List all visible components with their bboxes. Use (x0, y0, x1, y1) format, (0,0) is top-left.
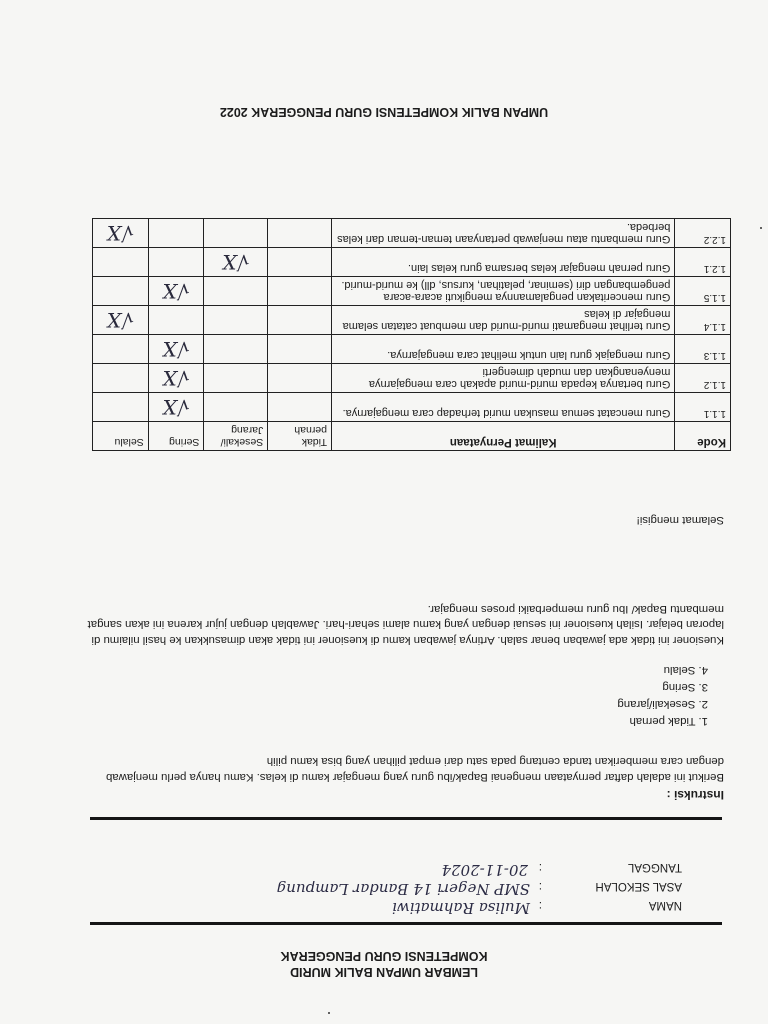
check-mark: √X (162, 279, 190, 303)
field-label-name: NAMA (648, 899, 682, 911)
row-statement: Guru bertanya kepada murid-murid apakah cara mengajarnya menyenangkan dan mudah dimengerti (332, 364, 675, 393)
field-colon-school: : (538, 880, 542, 892)
row-code: 1.1.3 (675, 335, 731, 364)
answer-cell-sering[interactable] (148, 364, 204, 393)
closing-text: Selamat mengisi! (636, 514, 724, 526)
table-row (93, 364, 731, 393)
answer-cell-sesekali[interactable] (204, 219, 268, 248)
check-mark: √X (222, 250, 250, 274)
intro-paragraph: Berikut ini adalah daftar pernyataan mengenai Bapak/ibu guru yang mengajar kamu di kelas. Kamu hanya perlu menjawab dengan cara memberikan tanda centang pada satu dari empat pilihan yang bisa kamu pilih (105, 755, 724, 783)
option-2: 2. Sesekali/jarang (617, 698, 708, 710)
answer-cell-sesekali[interactable] (204, 393, 268, 422)
answer-cell-selalu[interactable] (93, 364, 149, 393)
table-row (93, 248, 731, 277)
answer-cell-tidak-pernah[interactable] (268, 219, 332, 248)
answer-cell-selalu[interactable] (93, 393, 149, 422)
answer-cell-sesekali[interactable] (204, 248, 268, 277)
answer-cell-sering[interactable] (148, 393, 204, 422)
field-value-school: SMP Negeri 14 Bandar Lampung (276, 880, 530, 898)
answer-cell-selalu[interactable] (93, 277, 149, 306)
answer-cell-tidak-pernah[interactable] (268, 335, 332, 364)
check-mark: √X (106, 221, 134, 245)
header-statement: Kalimat Pernyataan (332, 422, 675, 451)
check-mark: √X (162, 337, 190, 361)
row-code: 1.1.1 (675, 393, 731, 422)
answer-cell-sering[interactable] (148, 335, 204, 364)
row-statement: Guru mengajak guru lain untuk melihat cara mengajarnya. (332, 335, 675, 364)
field-colon-name: : (538, 899, 542, 911)
answer-cell-tidak-pernah[interactable] (268, 248, 332, 277)
answer-cell-sering[interactable] (148, 306, 204, 335)
option-3: 3. Sering (662, 681, 708, 693)
answer-cell-sesekali[interactable] (204, 306, 268, 335)
option-1: 1. Tidak pernah (629, 715, 708, 727)
footer-title: UMPAN BALIK KOMPETENSI GURU PENGGERAK 2022 (219, 105, 549, 119)
answer-cell-tidak-pernah[interactable] (268, 277, 332, 306)
row-code: 1.2.1 (675, 248, 731, 277)
scan-speck (760, 227, 762, 229)
answer-cell-sesekali[interactable] (204, 364, 268, 393)
row-statement: Guru pernah mengajar kelas bersama guru kelas lain. (332, 248, 675, 277)
answer-cell-selalu[interactable] (93, 248, 149, 277)
option-4: 4. Selalu (663, 664, 708, 676)
row-statement: Guru mencatat semua masukan murid terhadap cara mengajarnya. (332, 393, 675, 422)
header-selalu: Selalu (93, 422, 149, 451)
check-mark: √X (106, 308, 134, 332)
row-code: 1.1.2 (675, 364, 731, 393)
answer-cell-selalu[interactable] (93, 335, 149, 364)
answer-cell-selalu[interactable] (93, 306, 149, 335)
table-row (93, 393, 731, 422)
row-code: 1.1.5 (675, 277, 731, 306)
form-subtitle: KOMPETENSI GURU PENGGERAK (280, 949, 488, 963)
questionnaire-table (92, 218, 731, 451)
header-sesekali: Sesekali/ Jarang (204, 422, 268, 451)
answer-cell-sering[interactable] (148, 219, 204, 248)
table-row (93, 306, 731, 335)
answer-cell-selalu[interactable] (93, 219, 149, 248)
table-header-row (93, 422, 731, 451)
header-kode: Kode (675, 422, 731, 451)
check-mark: √X (162, 366, 190, 390)
header-tidak-pernah: Tidak pernah (268, 422, 332, 451)
row-code: 1.1.4 (675, 306, 731, 335)
answer-cell-tidak-pernah[interactable] (268, 306, 332, 335)
middle-divider (90, 817, 722, 820)
table-row (93, 277, 731, 306)
check-mark: √X (162, 395, 190, 419)
row-statement: Guru membantu atau menjawab pertanyaan teman-teman dari kelas berbeda. (332, 219, 675, 248)
table-row (93, 335, 731, 364)
row-code: 1.2.2 (675, 219, 731, 248)
answer-cell-tidak-pernah[interactable] (268, 393, 332, 422)
instructions-heading: Instruksi : (666, 788, 724, 802)
answer-cell-sering[interactable] (148, 248, 204, 277)
table-row (93, 219, 731, 248)
field-colon-date: : (538, 861, 542, 873)
answer-cell-tidak-pernah[interactable] (268, 364, 332, 393)
answer-cell-sesekali[interactable] (204, 335, 268, 364)
top-divider (90, 922, 722, 925)
answer-cell-sering[interactable] (148, 277, 204, 306)
form-title: LEMBAR UMPAN BALIK MURID (290, 965, 478, 979)
field-label-school: ASAL SEKOLAH (595, 880, 682, 892)
field-value-date: 20-11-2024 (441, 861, 528, 879)
field-value-name: Mulisa Rahmatiwi (392, 899, 530, 917)
row-statement: Guru menceritakan pengalamannya mengikuti acara-acara pengembangan diri (seminar, pelatihan, kursus, dll) ke murid-murid. (332, 277, 675, 306)
header-sering: Sering (148, 422, 204, 451)
table-body (93, 219, 731, 422)
note-paragraph: Kuesioner ini tidak ada jawaban benar salah. Artinya jawaban kamu di kuesioner ini tidak akan dimasukkan ke hasil nilaimu di laporan belajar. Isilah kuesioner ini sesuai dengan yang kamu alami sehari-hari. Jawablah dengan jujur karena ini akan sangat membantu Bapak/ Ibu guru memperbaiki proses mengajar. (87, 603, 724, 646)
answer-cell-sesekali[interactable] (204, 277, 268, 306)
scan-speck (328, 1012, 330, 1014)
row-statement: Guru terlihat mengamati murid-murid dan membuat catatan selama mengajar di kelas (332, 306, 675, 335)
field-label-date: TANGGAL (627, 861, 682, 873)
